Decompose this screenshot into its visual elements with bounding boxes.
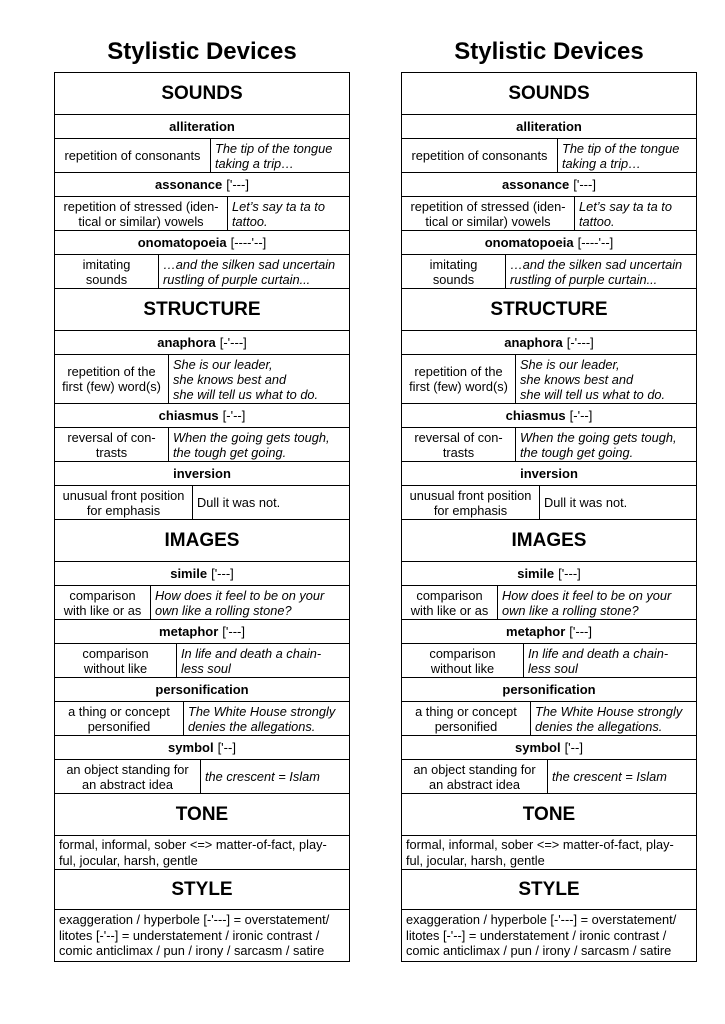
device-heading-chiasmus: [402, 404, 697, 428]
device-example: The White House strongly denies the allegations.: [188, 703, 336, 734]
device-example: Dull it was not.: [197, 495, 281, 510]
device-example: …and the silken sad uncertain rustling of purple curtain...: [510, 256, 683, 287]
device-example: How does it feel to be on your own like a rolling stone?: [502, 587, 672, 618]
device-stress: ['---]: [222, 624, 245, 639]
device-name: chiasmus: [505, 408, 566, 423]
device-name: onomatopoeia: [137, 235, 227, 250]
device-stress: ['---]: [226, 177, 249, 192]
device-name: personification: [502, 682, 596, 697]
device-heading-assonance: [55, 173, 350, 197]
device-heading-inversion: [402, 462, 697, 486]
device-name: symbol: [515, 740, 561, 755]
device-name: alliteration: [169, 119, 235, 134]
device-name: symbol: [168, 740, 214, 755]
style-text: exaggeration / hyperbole [-'---] = overstatement/ litotes [-'--] = understatement / ironic contrast / comic anticlimax / pun / irony / sarcasm / satire: [402, 910, 697, 962]
device-row-onomatopoeia: [55, 255, 350, 289]
device-definition: unusual front position for emphasis: [402, 486, 540, 519]
device-example: The tip of the tongue taking a trip…: [215, 140, 333, 171]
device-stress: [-'---]: [566, 335, 594, 350]
cheat-sheet-card-left: [54, 34, 350, 962]
tone-text: formal, informal, sober <=> matter-of-fact, play- ful, jocular, harsh, gentle: [55, 836, 350, 870]
device-example: How does it feel to be on your own like a rolling stone?: [155, 587, 325, 618]
device-stress: ['---]: [573, 177, 596, 192]
device-row-metaphor: [402, 644, 697, 678]
device-name: inversion: [520, 466, 578, 481]
device-example: When the going gets tough, the tough get going.: [173, 429, 330, 460]
device-definition: comparison without like: [402, 644, 524, 677]
device-example: In life and death a chain- less soul: [528, 645, 669, 676]
device-stress: [----'--]: [230, 235, 267, 250]
device-stress: ['---]: [558, 566, 581, 581]
device-heading-simile: [55, 562, 350, 586]
device-example: When the going gets tough, the tough get going.: [520, 429, 677, 460]
section-heading-images: IMAGES: [55, 520, 350, 562]
device-definition: repetition of stressed (iden- tical or similar) vowels: [402, 197, 575, 230]
device-heading-inversion: [55, 462, 350, 486]
device-heading-anaphora: [55, 331, 350, 355]
device-example: the crescent = Islam: [552, 769, 667, 784]
device-name: simile: [170, 566, 208, 581]
device-example: In life and death a chain- less soul: [181, 645, 322, 676]
device-heading-simile: [402, 562, 697, 586]
device-row-chiasmus: [55, 428, 350, 462]
device-definition: a thing or concept personified: [402, 702, 531, 735]
device-example: Dull it was not.: [544, 495, 628, 510]
section-heading-style: STYLE: [402, 870, 697, 910]
device-definition: comparison without like: [55, 644, 177, 677]
device-stress: ['--]: [217, 740, 236, 755]
device-heading-metaphor: [55, 620, 350, 644]
device-row-onomatopoeia: [402, 255, 697, 289]
device-definition: reversal of con- trasts: [402, 428, 516, 461]
device-heading-symbol: [55, 736, 350, 760]
device-name: simile: [517, 566, 555, 581]
device-heading-metaphor: [402, 620, 697, 644]
device-heading-chiasmus: [55, 404, 350, 428]
device-row-alliteration: [402, 139, 697, 173]
section-heading-images: IMAGES: [402, 520, 697, 562]
device-stress: ['---]: [569, 624, 592, 639]
device-definition: reversal of con- trasts: [55, 428, 169, 461]
device-heading-onomatopoeia: [55, 231, 350, 255]
device-table: [54, 72, 350, 962]
device-example: the crescent = Islam: [205, 769, 320, 784]
device-row-personification: [55, 702, 350, 736]
device-heading-personification: [402, 678, 697, 702]
device-stress: ['--]: [564, 740, 583, 755]
cheat-sheet-card-right: [401, 34, 697, 962]
device-definition: imitating sounds: [402, 255, 506, 288]
device-stress: [----'--]: [577, 235, 614, 250]
section-heading-tone: TONE: [402, 794, 697, 836]
device-heading-personification: [55, 678, 350, 702]
device-row-alliteration: [55, 139, 350, 173]
device-definition: an object standing for an abstract idea: [402, 760, 548, 793]
device-stress: ['---]: [211, 566, 234, 581]
section-heading-structure: STRUCTURE: [402, 289, 697, 331]
device-row-inversion: [55, 486, 350, 520]
device-example: The tip of the tongue taking a trip…: [562, 140, 680, 171]
section-heading-style: STYLE: [55, 870, 350, 910]
card-title: Stylistic Devices: [107, 38, 297, 65]
device-definition: repetition of the first (few) word(s): [402, 355, 516, 403]
device-definition: comparison with like or as: [55, 586, 151, 619]
section-heading-sounds: SOUNDS: [402, 73, 697, 115]
device-name: inversion: [173, 466, 231, 481]
device-name: personification: [155, 682, 249, 697]
device-example: Let’s say ta ta to tattoo.: [232, 198, 325, 229]
style-text: exaggeration / hyperbole [-'---] = overstatement/ litotes [-'--] = understatement / ironic contrast / comic anticlimax / pun / irony / sarcasm / satire: [55, 910, 350, 962]
device-definition: imitating sounds: [55, 255, 159, 288]
device-name: metaphor: [159, 624, 219, 639]
device-definition: repetition of the first (few) word(s): [55, 355, 169, 403]
device-stress: [-'--]: [569, 408, 593, 423]
card-title: Stylistic Devices: [454, 38, 644, 65]
device-row-simile: [55, 586, 350, 620]
device-example: She is our leader, she knows best and she will tell us what to do.: [520, 356, 666, 402]
device-name: alliteration: [516, 119, 582, 134]
section-heading-tone: TONE: [55, 794, 350, 836]
device-example: She is our leader, she knows best and she will tell us what to do.: [173, 356, 319, 402]
section-heading-structure: STRUCTURE: [55, 289, 350, 331]
device-row-inversion: [402, 486, 697, 520]
device-heading-anaphora: [402, 331, 697, 355]
device-name: chiasmus: [158, 408, 219, 423]
device-row-assonance: [55, 197, 350, 231]
device-heading-onomatopoeia: [402, 231, 697, 255]
device-definition: repetition of consonants: [402, 139, 558, 172]
device-heading-assonance: [402, 173, 697, 197]
device-row-personification: [402, 702, 697, 736]
device-example: Let’s say ta ta to tattoo.: [579, 198, 672, 229]
device-row-metaphor: [55, 644, 350, 678]
device-example: The White House strongly denies the allegations.: [535, 703, 683, 734]
device-row-assonance: [402, 197, 697, 231]
section-heading-sounds: SOUNDS: [55, 73, 350, 115]
device-heading-symbol: [402, 736, 697, 760]
device-row-symbol: [402, 760, 697, 794]
device-definition: an object standing for an abstract idea: [55, 760, 201, 793]
device-example: …and the silken sad uncertain rustling of purple curtain...: [163, 256, 336, 287]
device-row-simile: [402, 586, 697, 620]
device-name: anaphora: [504, 335, 563, 350]
device-heading-alliteration: [55, 115, 350, 139]
device-name: assonance: [155, 177, 223, 192]
device-name: anaphora: [157, 335, 216, 350]
device-definition: repetition of consonants: [55, 139, 211, 172]
device-stress: [-'---]: [219, 335, 247, 350]
device-table: [401, 72, 697, 962]
device-definition: comparison with like or as: [402, 586, 498, 619]
device-heading-alliteration: [402, 115, 697, 139]
device-name: metaphor: [506, 624, 566, 639]
device-definition: unusual front position for emphasis: [55, 486, 193, 519]
device-definition: repetition of stressed (iden- tical or similar) vowels: [55, 197, 228, 230]
device-row-anaphora: [402, 355, 697, 404]
device-row-symbol: [55, 760, 350, 794]
device-row-chiasmus: [402, 428, 697, 462]
device-name: onomatopoeia: [484, 235, 574, 250]
device-row-anaphora: [55, 355, 350, 404]
device-name: assonance: [502, 177, 570, 192]
device-stress: [-'--]: [222, 408, 246, 423]
device-definition: a thing or concept personified: [55, 702, 184, 735]
tone-text: formal, informal, sober <=> matter-of-fact, play- ful, jocular, harsh, gentle: [402, 836, 697, 870]
